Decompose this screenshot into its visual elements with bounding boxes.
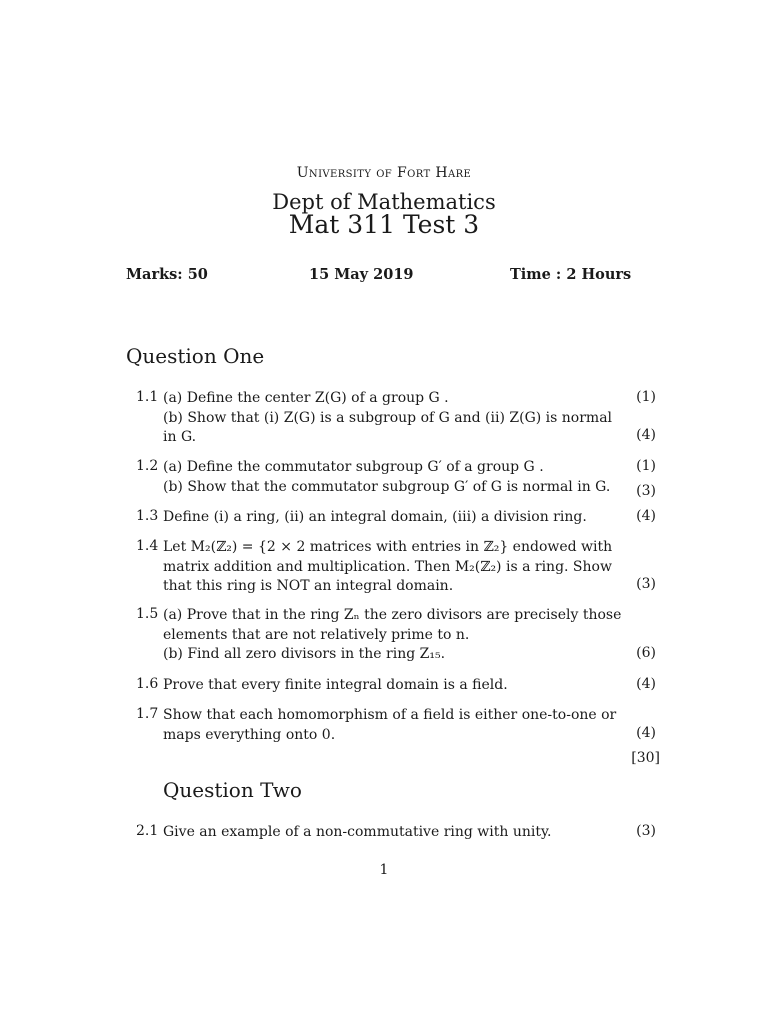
question-item-text — [163, 706, 625, 745]
item-number: 1.1 — [136, 389, 159, 405]
item-marks: (1) — [636, 458, 656, 474]
item-number: 2.1 — [136, 823, 159, 839]
test-duration: Time : 2 Hours — [510, 266, 632, 283]
question-one-total: [30] — [631, 750, 660, 766]
item-marks: (6) — [636, 645, 656, 661]
item-part: Define (i) a ring, (ii) an integral domain, (iii) a division ring. — [163, 509, 587, 525]
question-item-text — [163, 389, 625, 448]
item-number: 1.5 — [136, 606, 159, 622]
item-number: 1.6 — [136, 676, 159, 692]
total-marks: Marks: 50 — [126, 266, 208, 283]
item-part: Prove that every finite integral domain is a field. — [163, 677, 508, 693]
item-part: (a) Prove that in the ring Zₙ the zero divisors are precisely those elements that are not relatively prime to n. — [163, 607, 622, 643]
item-number: 1.3 — [136, 508, 159, 524]
question-item-text — [163, 458, 625, 497]
question-item-text — [163, 823, 625, 843]
item-number: 1.4 — [136, 538, 159, 554]
item-marks: (3) — [636, 483, 656, 499]
test-date: 15 May 2019 — [309, 266, 414, 283]
question-item-text — [163, 676, 625, 696]
item-part: (b) Show that (i) Z(G) is a subgroup of G and (ii) Z(G) is normal in G. — [163, 409, 613, 445]
item-part: (b) Show that the commutator subgroup G′ of G is normal in G. — [163, 478, 611, 495]
question-item-text — [163, 538, 625, 597]
question-item-text — [163, 508, 625, 528]
question-one-heading: Question One — [126, 344, 265, 368]
item-marks: (3) — [636, 823, 656, 839]
item-marks: (4) — [636, 725, 656, 741]
item-part: Show that each homomorphism of a field is either one-to-one or maps everything onto 0. — [163, 707, 617, 743]
item-marks: (3) — [636, 576, 656, 592]
item-part: (b) Find all zero divisors in the ring Z₁₅. — [163, 646, 446, 662]
item-marks: (4) — [636, 676, 656, 692]
test-title: Mat 311 Test 3 — [288, 210, 480, 239]
item-marks: (1) — [636, 389, 656, 405]
department-name: Dept of Mathematics — [272, 190, 496, 214]
item-part: (a) Define the center Z(G) of a group G . — [163, 390, 449, 406]
item-number: 1.7 — [136, 706, 159, 722]
question-two-heading: Question Two — [163, 778, 302, 802]
item-marks: (4) — [636, 508, 656, 524]
item-part: (a) Define the commutator subgroup G′ of a group G . — [163, 459, 544, 475]
university-name: University of Fort Hare — [296, 165, 472, 181]
question-item-text — [163, 606, 625, 665]
item-marks: (4) — [636, 427, 656, 443]
item-number: 1.2 — [136, 458, 159, 474]
item-part: Give an example of a non-commutative ring with unity. — [163, 824, 552, 840]
page-number: 1 — [379, 862, 389, 878]
item-part: Let M₂(ℤ₂) = {2 × 2 matrices with entries in ℤ₂} endowed with matrix addition and multiplication. Then M₂(ℤ₂) is a ring. Show that this ring is NOT an integral domain. — [163, 539, 613, 594]
